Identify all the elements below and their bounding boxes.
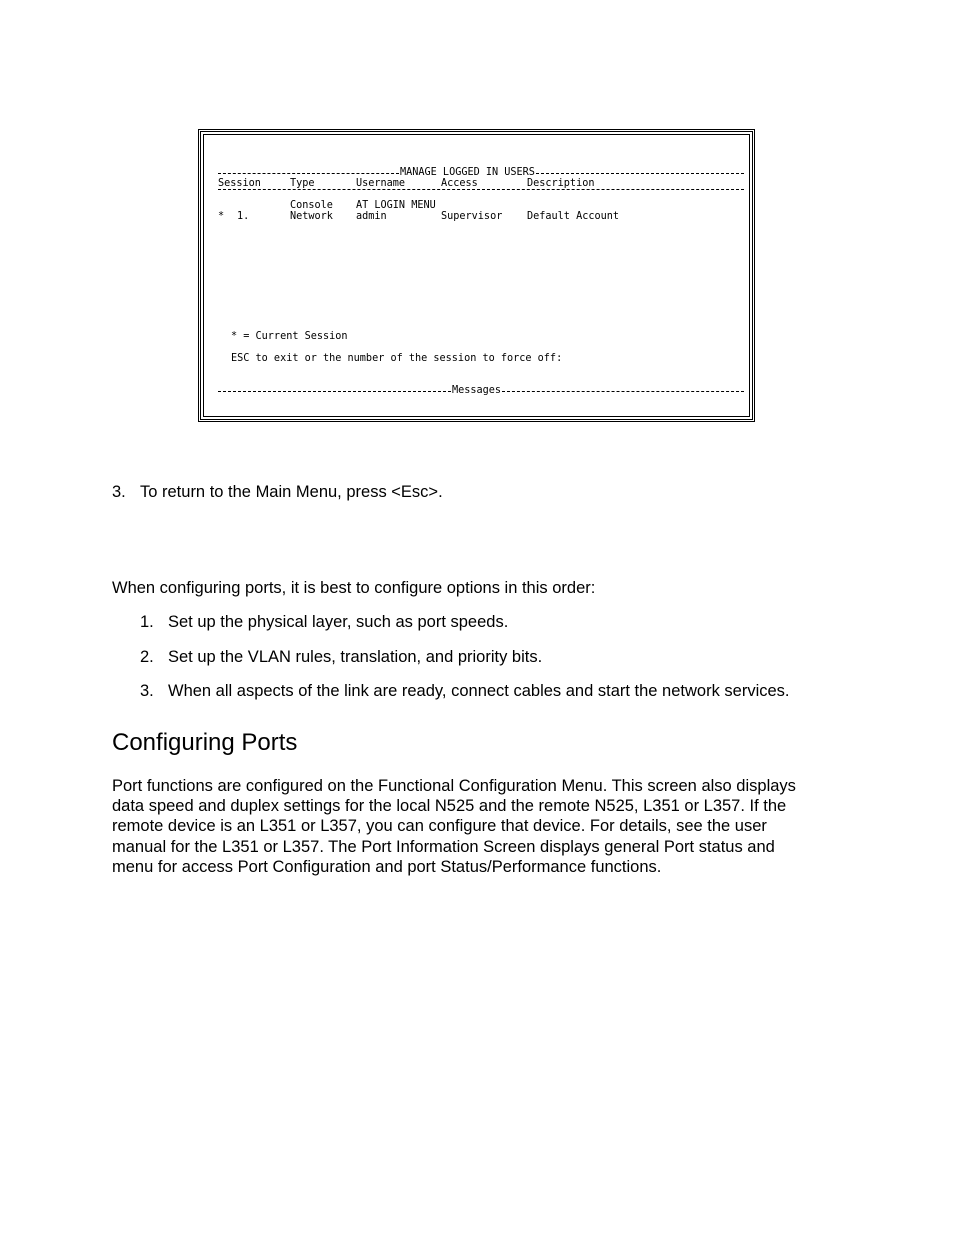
step-number: 3. (112, 483, 126, 501)
terminal-title-rule (218, 167, 744, 178)
header-description: Description (527, 178, 595, 189)
force-off-prompt: ESC to exit or the number of the session to force off: (231, 353, 563, 364)
list-item-text: Set up the VLAN rules, translation, and priority bits. (168, 648, 543, 666)
paragraph-line: manual for the L351 or L357. The Port Information Screen displays general Port status and (112, 837, 775, 856)
paragraph-line: data speed and duplex settings for the local N525 and the remote N525, L351 or L357. If the (112, 797, 787, 816)
row-session: 1. (237, 211, 250, 222)
current-session-legend: * = Current Session (231, 331, 348, 342)
terminal-screenshot (198, 129, 755, 422)
paragraph-line: menu for access Port Configuration and port Status/Performance functions. (112, 857, 662, 876)
row-current-marker: * (218, 211, 225, 222)
row-type: Console (290, 200, 333, 211)
row-username: AT LOGIN MENU (356, 200, 436, 211)
section-heading: Configuring Ports (112, 729, 298, 756)
row-username: admin (356, 211, 387, 222)
list-item-text: When all aspects of the link are ready, connect cables and start the network services. (168, 682, 790, 700)
header-username: Username (356, 178, 406, 189)
header-type: Type (290, 178, 315, 189)
list-item-text: Set up the physical layer, such as port speeds. (168, 613, 509, 631)
terminal-messages-rule (218, 385, 744, 396)
paragraph-line: Port functions are configured on the Functional Configuration Menu. This screen also displays (112, 777, 796, 795)
terminal-title: MANAGE LOGGED IN USERS (400, 167, 535, 178)
messages-label: Messages (452, 385, 502, 396)
list-item-number: 3. (140, 682, 154, 700)
paragraph-line: remote device is an L351 or L357, you can configure that device. For details, see the user (112, 817, 767, 836)
order-intro: When configuring ports, it is best to configure options in this order: (112, 579, 596, 597)
section-paragraph (112, 776, 832, 877)
terminal-header-rule (218, 188, 744, 190)
step-text: To return to the Main Menu, press <Esc>. (140, 483, 443, 501)
terminal-inner-frame (203, 134, 750, 417)
header-session: Session (218, 178, 261, 189)
row-type: Network (290, 211, 333, 222)
row-access: Supervisor (441, 211, 503, 222)
row-description: Default Account (527, 211, 620, 222)
list-item-number: 1. (140, 613, 154, 631)
header-access: Access (441, 178, 478, 189)
list-item-number: 2. (140, 648, 154, 666)
